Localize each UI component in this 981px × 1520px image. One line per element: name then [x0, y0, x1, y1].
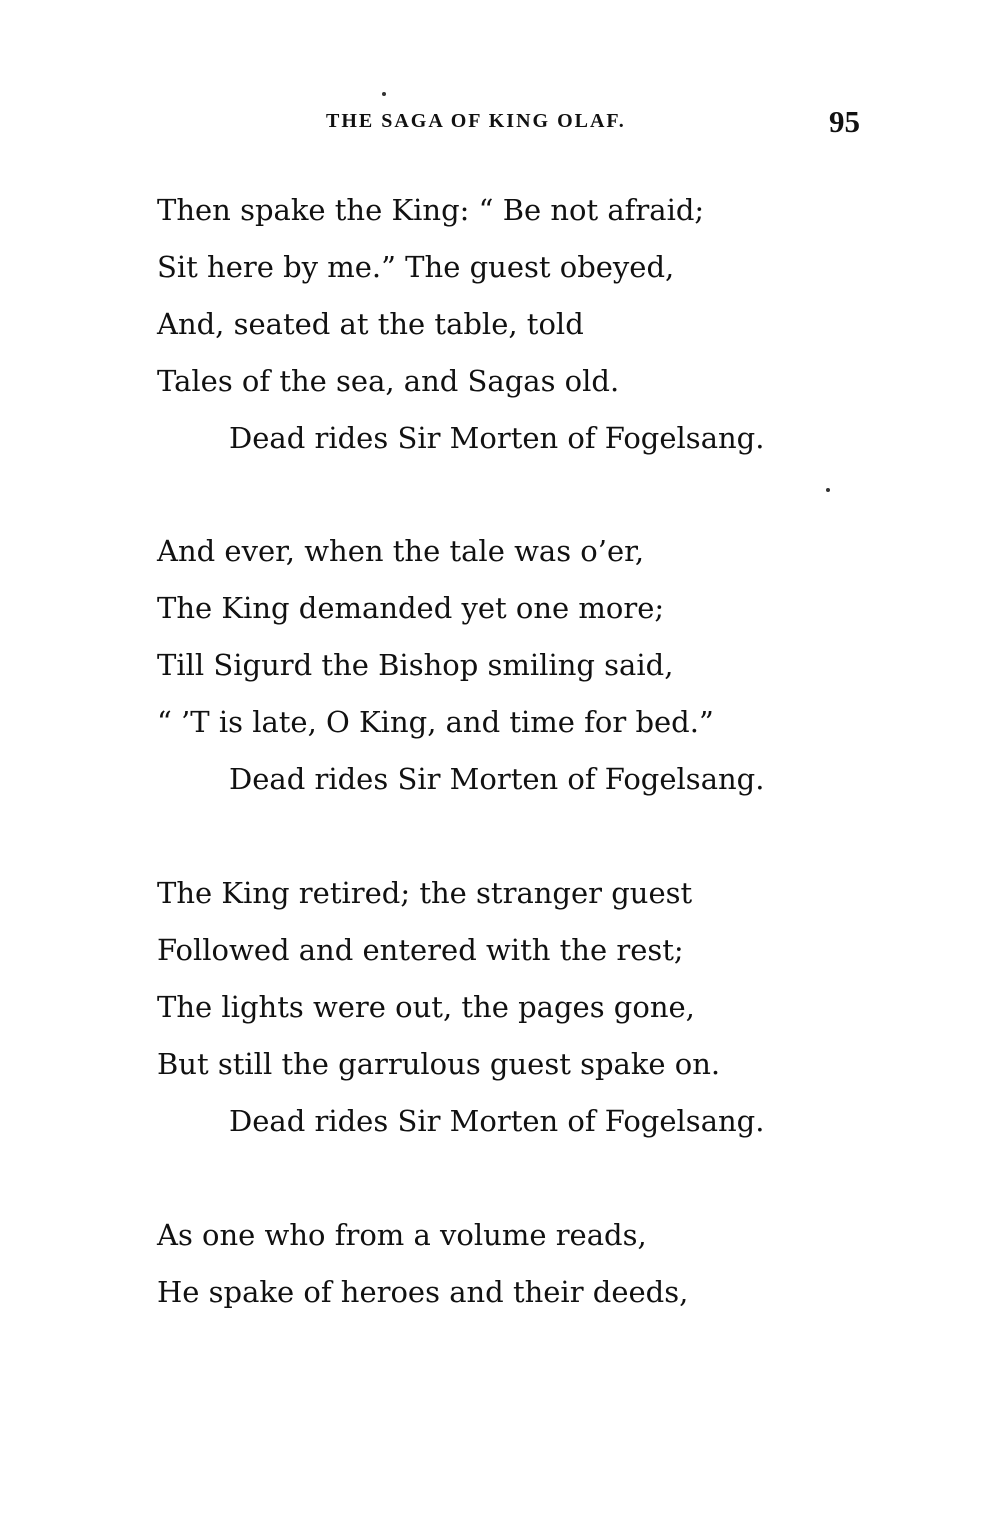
- poem-line: Followed and entered with the rest;: [157, 933, 684, 967]
- scan-speck: [826, 488, 830, 492]
- poem-line: He spake of heroes and their deeds,: [157, 1275, 689, 1309]
- poem-line: The King demanded yet one more;: [157, 591, 665, 625]
- refrain-line: Dead rides Sir Morten of Fogelsang.: [229, 1104, 765, 1138]
- poem-line: But still the garrulous guest spake on.: [157, 1047, 721, 1081]
- page-number: 95: [829, 104, 860, 139]
- scan-speck: [382, 92, 386, 96]
- poem-line: As one who from a volume reads,: [157, 1218, 647, 1252]
- refrain-line: Dead rides Sir Morten of Fogelsang.: [229, 762, 765, 796]
- poem-line: And, seated at the table, told: [157, 307, 584, 341]
- poem-line: Sit here by me.” The guest obeyed,: [157, 250, 675, 284]
- poem-line: Then spake the King: “ Be not afraid;: [157, 193, 705, 227]
- poem-line: And ever, when the tale was o’er,: [157, 534, 645, 568]
- poem-line: Till Sigurd the Bishop smiling said,: [157, 648, 674, 682]
- poem-line: The King retired; the stranger guest: [157, 876, 693, 910]
- poem-line: The lights were out, the pages gone,: [157, 990, 695, 1024]
- poem-line: Tales of the sea, and Sagas old.: [157, 364, 620, 398]
- running-title: THE SAGA OF KING OLAF.: [326, 110, 626, 132]
- refrain-line: Dead rides Sir Morten of Fogelsang.: [229, 421, 765, 455]
- poem-line: “ ’T is late, O King, and time for bed.”: [157, 705, 714, 739]
